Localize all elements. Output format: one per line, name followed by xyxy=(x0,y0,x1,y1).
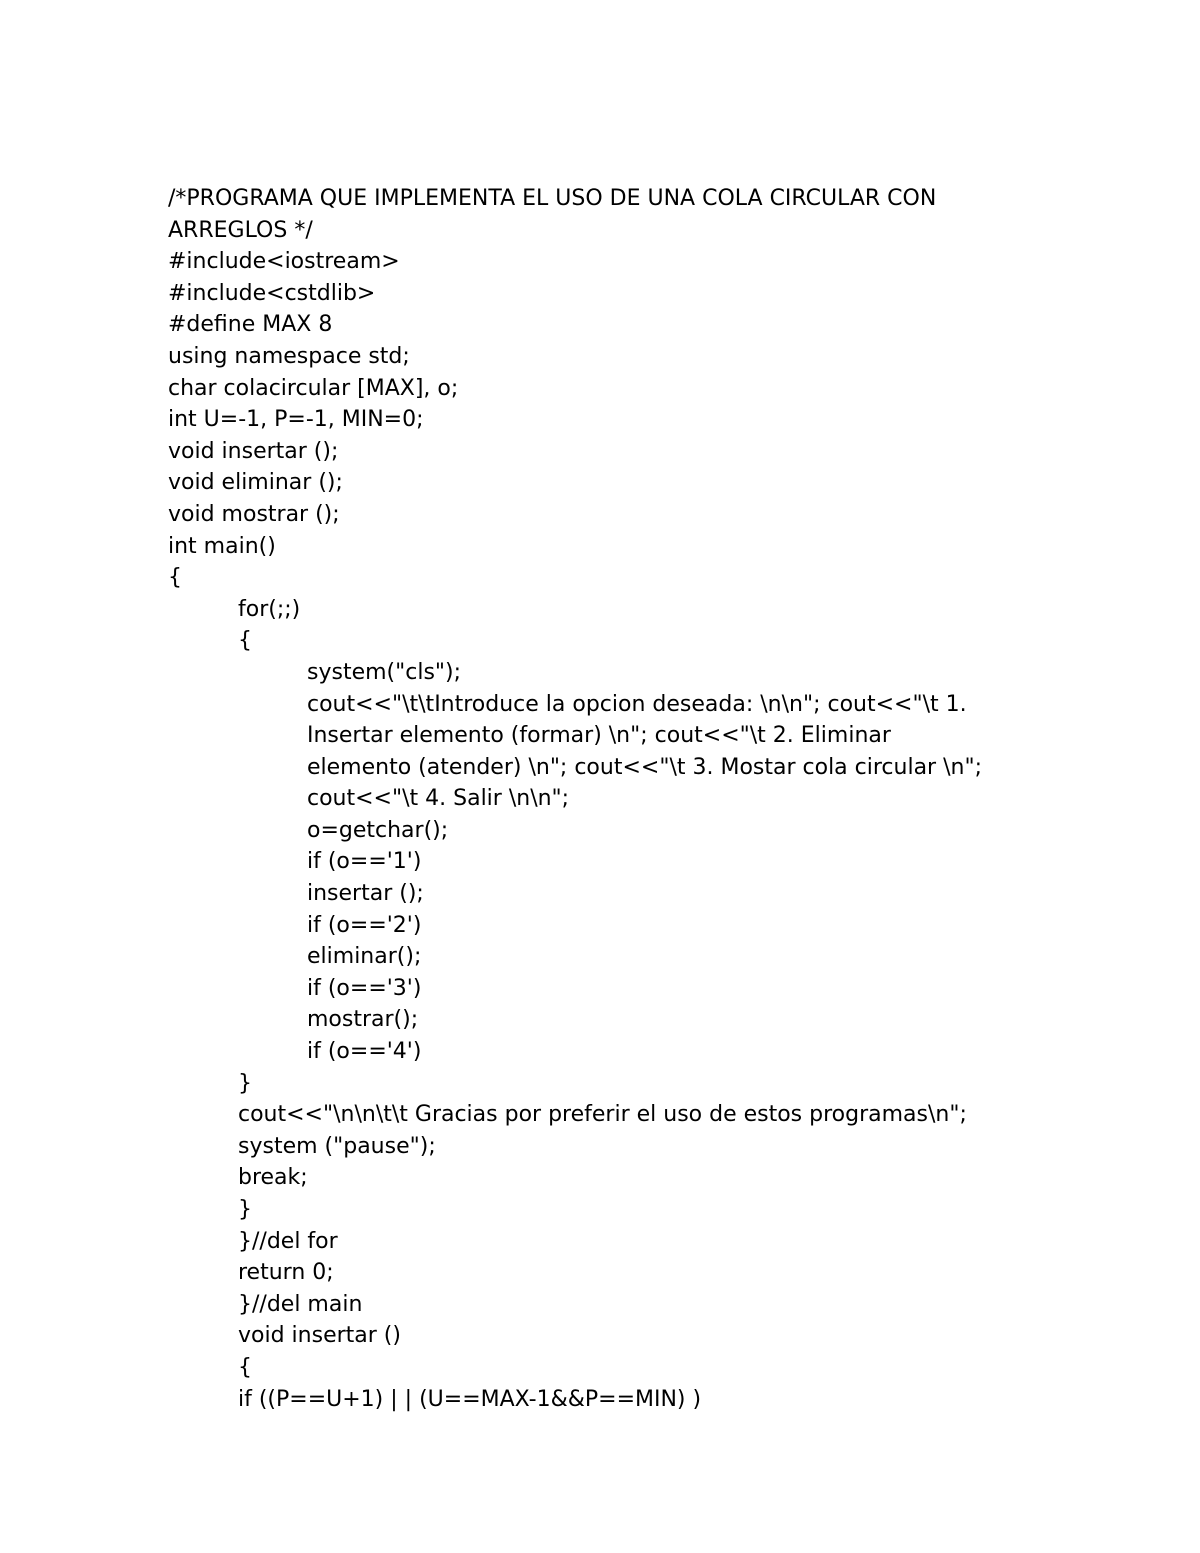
code-line: { xyxy=(238,628,252,654)
code-line: }//del main xyxy=(238,1291,363,1317)
code-line: system ("pause"); xyxy=(238,1133,436,1159)
code-line: #include<cstdlib> xyxy=(168,280,376,306)
code-line: cout<<"\t 4. Salir \n\n"; xyxy=(307,786,570,812)
code-line: using namespace std; xyxy=(168,343,410,369)
code-line: int main() xyxy=(168,533,276,559)
code-line: } xyxy=(238,1197,252,1222)
code-line: break; xyxy=(238,1165,308,1191)
code-line: void insertar () xyxy=(238,1323,401,1349)
code-listing xyxy=(168,183,1048,1415)
code-line: if ((P==U+1) | | (U==MAX-1&&P==MIN) ) xyxy=(238,1386,702,1412)
code-line: Insertar elemento (formar) \n"; cout<<"\t 2. Eliminar xyxy=(307,723,891,749)
code-line: }//del for xyxy=(238,1228,338,1254)
code-line: if (o=='2') xyxy=(307,912,422,938)
code-line: insertar (); xyxy=(307,881,424,907)
code-line: if (o=='1') xyxy=(307,849,422,875)
code-line: { xyxy=(168,565,182,591)
code-line: #define MAX 8 xyxy=(168,312,333,338)
code-line: cout<<"\n\n\t\t Gracias por preferir el uso de estos programas\n"; xyxy=(238,1102,967,1128)
code-line: eliminar(); xyxy=(307,944,422,970)
code-line: int U=-1, P=-1, MIN=0; xyxy=(168,407,424,433)
code-line: if (o=='4') xyxy=(307,1039,422,1065)
code-line: o=getchar(); xyxy=(307,817,449,843)
code-line: system("cls"); xyxy=(307,659,462,685)
code-line: if (o=='3') xyxy=(307,975,422,1001)
code-line: elemento (atender) \n"; cout<<"\t 3. Mostar cola circular \n"; xyxy=(307,754,982,780)
code-line: ARREGLOS */ xyxy=(168,217,313,243)
code-line: void insertar (); xyxy=(168,438,339,464)
code-line: void mostrar (); xyxy=(168,501,340,527)
code-line: cout<<"\t\tIntroduce la opcion deseada: \n\n"; cout<<"\t 1. xyxy=(307,691,967,717)
code-line: void eliminar (); xyxy=(168,470,343,496)
code-line: #include<iostream> xyxy=(168,249,400,275)
code-line: /*PROGRAMA QUE IMPLEMENTA EL USO DE UNA COLA CIRCULAR CON xyxy=(168,186,937,211)
code-line: mostrar(); xyxy=(307,1007,419,1033)
code-line: return 0; xyxy=(238,1260,334,1286)
code-line: } xyxy=(238,1070,252,1096)
code-line: char colacircular [MAX], o; xyxy=(168,375,459,401)
code-line: { xyxy=(238,1354,252,1380)
code-line: for(;;) xyxy=(238,596,301,622)
